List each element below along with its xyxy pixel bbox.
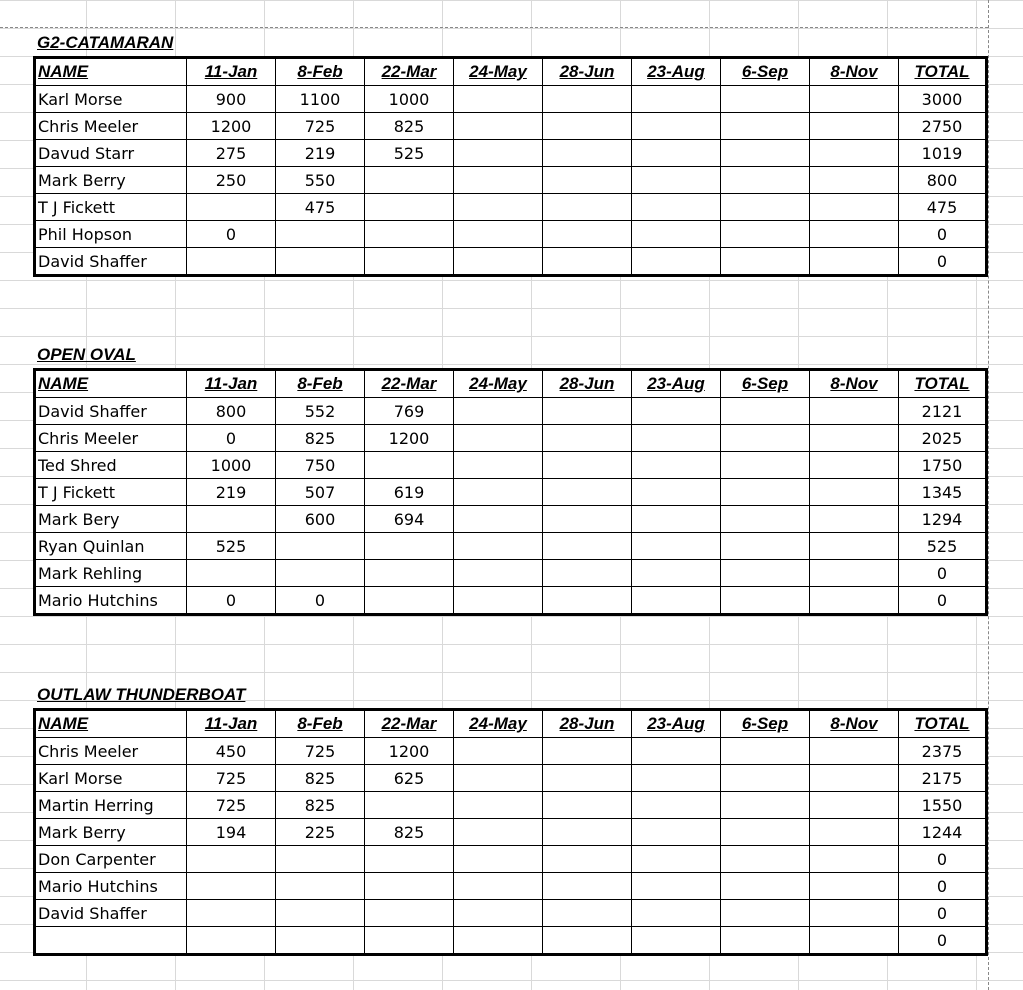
driver-name-cell[interactable]: Don Carpenter xyxy=(35,846,187,873)
score-cell[interactable] xyxy=(632,221,721,248)
score-cell[interactable] xyxy=(454,113,543,140)
score-cell[interactable]: 0 xyxy=(187,221,276,248)
driver-name-cell[interactable]: Chris Meeler xyxy=(35,113,187,140)
column-header-cell[interactable]: 23-Aug xyxy=(632,58,721,86)
score-cell[interactable] xyxy=(543,738,632,765)
column-header-cell[interactable]: 8-Nov xyxy=(810,370,899,398)
score-cell[interactable]: 1000 xyxy=(187,452,276,479)
column-header-cell[interactable]: 24-May xyxy=(454,58,543,86)
total-cell[interactable]: 3000 xyxy=(899,86,987,113)
score-cell[interactable] xyxy=(721,533,810,560)
score-cell[interactable] xyxy=(632,873,721,900)
total-cell[interactable]: 0 xyxy=(899,873,987,900)
column-header-cell[interactable]: 11-Jan xyxy=(187,58,276,86)
score-cell[interactable] xyxy=(721,113,810,140)
score-cell[interactable]: 619 xyxy=(365,479,454,506)
driver-name-cell[interactable]: Ryan Quinlan xyxy=(35,533,187,560)
score-cell[interactable] xyxy=(721,425,810,452)
section-title[interactable]: OUTLAW THUNDERBOAT xyxy=(37,685,246,704)
table-row xyxy=(35,506,987,533)
score-cell[interactable] xyxy=(810,140,899,167)
score-cell[interactable]: 1100 xyxy=(276,86,365,113)
standings-table xyxy=(33,368,988,616)
score-cell[interactable] xyxy=(543,221,632,248)
score-cell[interactable] xyxy=(632,425,721,452)
driver-name-cell[interactable]: Karl Morse xyxy=(35,86,187,113)
score-cell[interactable] xyxy=(810,738,899,765)
score-cell[interactable] xyxy=(632,398,721,425)
score-cell[interactable] xyxy=(187,506,276,533)
score-cell[interactable]: 725 xyxy=(276,113,365,140)
score-cell[interactable] xyxy=(721,221,810,248)
total-cell[interactable]: 1294 xyxy=(899,506,987,533)
score-cell[interactable] xyxy=(276,560,365,587)
table-row xyxy=(35,479,987,506)
score-cell[interactable] xyxy=(187,846,276,873)
score-cell[interactable]: 800 xyxy=(187,398,276,425)
score-cell[interactable]: 825 xyxy=(276,792,365,819)
score-cell[interactable] xyxy=(632,533,721,560)
total-cell[interactable]: 1345 xyxy=(899,479,987,506)
score-cell[interactable] xyxy=(810,113,899,140)
table-row xyxy=(35,533,987,560)
table-row xyxy=(35,792,987,819)
standings-table xyxy=(33,56,988,277)
score-cell[interactable] xyxy=(365,846,454,873)
score-cell[interactable] xyxy=(543,587,632,615)
column-header-cell[interactable]: TOTAL xyxy=(899,710,987,738)
score-cell[interactable] xyxy=(810,560,899,587)
driver-name-cell[interactable]: Mark Berry xyxy=(35,819,187,846)
score-cell[interactable] xyxy=(721,398,810,425)
score-cell[interactable] xyxy=(454,873,543,900)
score-cell[interactable] xyxy=(810,506,899,533)
driver-name-cell[interactable]: David Shaffer xyxy=(35,248,187,276)
table-row xyxy=(35,900,987,927)
score-cell[interactable]: 0 xyxy=(187,425,276,452)
score-cell[interactable] xyxy=(810,533,899,560)
table-row xyxy=(35,248,987,276)
score-cell[interactable] xyxy=(454,248,543,276)
score-cell[interactable] xyxy=(543,873,632,900)
score-cell[interactable] xyxy=(454,167,543,194)
driver-name-cell[interactable]: Phil Hopson xyxy=(35,221,187,248)
score-cell[interactable] xyxy=(810,846,899,873)
score-cell[interactable] xyxy=(810,398,899,425)
column-header-cell[interactable]: 11-Jan xyxy=(187,370,276,398)
score-cell[interactable] xyxy=(543,792,632,819)
score-cell[interactable] xyxy=(454,479,543,506)
score-cell[interactable]: 825 xyxy=(365,819,454,846)
driver-name-cell[interactable]: T J Fickett xyxy=(35,479,187,506)
table-row xyxy=(35,140,987,167)
score-cell[interactable] xyxy=(454,194,543,221)
score-cell[interactable] xyxy=(543,398,632,425)
score-cell[interactable] xyxy=(810,792,899,819)
score-cell[interactable] xyxy=(721,927,810,955)
score-cell[interactable]: 0 xyxy=(187,587,276,615)
score-cell[interactable] xyxy=(454,221,543,248)
score-cell[interactable] xyxy=(543,765,632,792)
driver-name-cell[interactable] xyxy=(35,927,187,955)
score-cell[interactable] xyxy=(187,248,276,276)
score-cell[interactable] xyxy=(454,452,543,479)
score-cell[interactable] xyxy=(454,86,543,113)
score-cell[interactable]: 275 xyxy=(187,140,276,167)
table-row xyxy=(35,873,987,900)
score-cell[interactable] xyxy=(187,873,276,900)
total-cell[interactable]: 0 xyxy=(899,560,987,587)
score-cell[interactable]: 725 xyxy=(187,792,276,819)
score-cell[interactable]: 825 xyxy=(365,113,454,140)
total-cell[interactable]: 2750 xyxy=(899,113,987,140)
driver-name-cell[interactable]: Mark Bery xyxy=(35,506,187,533)
score-cell[interactable] xyxy=(187,900,276,927)
total-cell[interactable]: 2121 xyxy=(899,398,987,425)
score-cell[interactable] xyxy=(721,479,810,506)
score-cell[interactable] xyxy=(632,900,721,927)
driver-name-cell[interactable]: Ted Shred xyxy=(35,452,187,479)
column-header-cell[interactable]: 23-Aug xyxy=(632,710,721,738)
table-row xyxy=(35,398,987,425)
section-title[interactable]: G2-CATAMARAN xyxy=(37,33,174,52)
score-cell[interactable]: 825 xyxy=(276,765,365,792)
score-cell[interactable] xyxy=(187,927,276,955)
score-cell[interactable] xyxy=(810,587,899,615)
score-cell[interactable]: 725 xyxy=(276,738,365,765)
score-cell[interactable] xyxy=(365,873,454,900)
column-header-cell[interactable]: 8-Nov xyxy=(810,710,899,738)
score-cell[interactable] xyxy=(632,765,721,792)
score-cell[interactable] xyxy=(276,873,365,900)
score-cell[interactable] xyxy=(276,900,365,927)
score-cell[interactable] xyxy=(632,167,721,194)
column-header-cell[interactable]: 8-Feb xyxy=(276,58,365,86)
score-cell[interactable] xyxy=(632,738,721,765)
driver-name-cell[interactable]: Chris Meeler xyxy=(35,425,187,452)
total-cell[interactable]: 0 xyxy=(899,248,987,276)
column-header-cell[interactable]: 28-Jun xyxy=(543,58,632,86)
score-cell[interactable] xyxy=(721,846,810,873)
score-cell[interactable] xyxy=(365,927,454,955)
column-header-cell[interactable]: 22-Mar xyxy=(365,710,454,738)
score-cell[interactable]: 219 xyxy=(276,140,365,167)
column-header-cell[interactable]: 8-Feb xyxy=(276,710,365,738)
score-cell[interactable]: 225 xyxy=(276,819,365,846)
score-cell[interactable] xyxy=(721,819,810,846)
driver-name-cell[interactable]: David Shaffer xyxy=(35,398,187,425)
driver-name-cell[interactable]: Chris Meeler xyxy=(35,738,187,765)
total-cell[interactable]: 2025 xyxy=(899,425,987,452)
score-cell[interactable] xyxy=(721,738,810,765)
column-header-cell[interactable]: 6-Sep xyxy=(721,370,810,398)
total-cell[interactable]: 1750 xyxy=(899,452,987,479)
table-row xyxy=(35,86,987,113)
score-cell[interactable] xyxy=(543,927,632,955)
table-row xyxy=(35,425,987,452)
score-cell[interactable] xyxy=(810,927,899,955)
header-row xyxy=(35,58,987,86)
score-cell[interactable] xyxy=(543,560,632,587)
table-row xyxy=(35,587,987,615)
score-cell[interactable] xyxy=(365,560,454,587)
score-cell[interactable] xyxy=(632,846,721,873)
table-row xyxy=(35,819,987,846)
score-cell[interactable] xyxy=(632,819,721,846)
score-cell[interactable] xyxy=(810,248,899,276)
score-cell[interactable] xyxy=(365,792,454,819)
score-cell[interactable] xyxy=(632,506,721,533)
score-cell[interactable] xyxy=(632,86,721,113)
score-cell[interactable] xyxy=(632,194,721,221)
score-cell[interactable] xyxy=(454,819,543,846)
score-cell[interactable] xyxy=(810,86,899,113)
score-cell[interactable]: 769 xyxy=(365,398,454,425)
score-cell[interactable] xyxy=(454,560,543,587)
score-cell[interactable] xyxy=(543,248,632,276)
score-cell[interactable] xyxy=(810,452,899,479)
column-header-cell[interactable]: 24-May xyxy=(454,710,543,738)
table-row xyxy=(35,927,987,955)
table-row xyxy=(35,560,987,587)
score-cell[interactable] xyxy=(543,167,632,194)
score-cell[interactable] xyxy=(632,479,721,506)
table-row xyxy=(35,221,987,248)
score-cell[interactable] xyxy=(454,765,543,792)
score-cell[interactable] xyxy=(454,140,543,167)
score-cell[interactable]: 1200 xyxy=(365,738,454,765)
score-cell[interactable] xyxy=(721,248,810,276)
total-cell[interactable]: 0 xyxy=(899,587,987,615)
score-cell[interactable] xyxy=(454,506,543,533)
column-header-cell[interactable]: 8-Nov xyxy=(810,58,899,86)
score-cell[interactable]: 0 xyxy=(276,587,365,615)
score-cell[interactable]: 550 xyxy=(276,167,365,194)
score-cell[interactable] xyxy=(721,873,810,900)
score-cell[interactable] xyxy=(721,792,810,819)
table-row xyxy=(35,738,987,765)
score-cell[interactable] xyxy=(454,927,543,955)
total-cell[interactable]: 2375 xyxy=(899,738,987,765)
total-cell[interactable]: 0 xyxy=(899,927,987,955)
column-header-cell[interactable]: NAME xyxy=(35,710,187,738)
score-cell[interactable]: 900 xyxy=(187,86,276,113)
total-cell[interactable]: 2175 xyxy=(899,765,987,792)
score-cell[interactable] xyxy=(721,86,810,113)
column-header-cell[interactable]: 11-Jan xyxy=(187,710,276,738)
table-row xyxy=(35,846,987,873)
driver-name-cell[interactable]: David Shaffer xyxy=(35,900,187,927)
score-cell[interactable] xyxy=(276,221,365,248)
score-cell[interactable] xyxy=(454,587,543,615)
score-cell[interactable] xyxy=(632,927,721,955)
score-cell[interactable] xyxy=(543,113,632,140)
score-cell[interactable] xyxy=(810,900,899,927)
score-cell[interactable]: 825 xyxy=(276,425,365,452)
score-cell[interactable] xyxy=(543,140,632,167)
column-header-cell[interactable]: TOTAL xyxy=(899,370,987,398)
column-header-cell[interactable]: 8-Feb xyxy=(276,370,365,398)
score-cell[interactable] xyxy=(632,560,721,587)
score-cell[interactable] xyxy=(632,113,721,140)
total-cell[interactable]: 0 xyxy=(899,900,987,927)
score-cell[interactable] xyxy=(365,533,454,560)
score-cell[interactable] xyxy=(543,506,632,533)
total-cell[interactable]: 800 xyxy=(899,167,987,194)
score-cell[interactable] xyxy=(543,479,632,506)
total-cell[interactable]: 525 xyxy=(899,533,987,560)
score-cell[interactable] xyxy=(276,927,365,955)
score-cell[interactable] xyxy=(543,452,632,479)
score-cell[interactable] xyxy=(187,560,276,587)
score-cell[interactable]: 625 xyxy=(365,765,454,792)
score-cell[interactable] xyxy=(365,900,454,927)
score-cell[interactable] xyxy=(721,506,810,533)
driver-name-cell[interactable]: Mark Berry xyxy=(35,167,187,194)
score-cell[interactable]: 750 xyxy=(276,452,365,479)
total-cell[interactable]: 475 xyxy=(899,194,987,221)
score-cell[interactable] xyxy=(365,194,454,221)
score-cell[interactable] xyxy=(543,900,632,927)
column-header-cell[interactable]: NAME xyxy=(35,58,187,86)
score-cell[interactable] xyxy=(276,846,365,873)
column-header-cell[interactable]: 22-Mar xyxy=(365,58,454,86)
score-cell[interactable]: 1200 xyxy=(187,113,276,140)
score-cell[interactable] xyxy=(632,248,721,276)
score-cell[interactable] xyxy=(810,425,899,452)
score-cell[interactable]: 600 xyxy=(276,506,365,533)
score-cell[interactable] xyxy=(632,792,721,819)
score-cell[interactable]: 507 xyxy=(276,479,365,506)
score-cell[interactable] xyxy=(454,425,543,452)
score-cell[interactable] xyxy=(721,587,810,615)
score-cell[interactable] xyxy=(721,452,810,479)
score-cell[interactable] xyxy=(810,167,899,194)
column-header-cell[interactable]: 6-Sep xyxy=(721,58,810,86)
score-cell[interactable]: 552 xyxy=(276,398,365,425)
score-cell[interactable] xyxy=(721,194,810,221)
score-cell[interactable]: 475 xyxy=(276,194,365,221)
page-break-line-vertical xyxy=(988,0,989,990)
score-cell[interactable]: 725 xyxy=(187,765,276,792)
score-cell[interactable]: 194 xyxy=(187,819,276,846)
column-header-cell[interactable]: 28-Jun xyxy=(543,370,632,398)
score-cell[interactable] xyxy=(454,900,543,927)
score-cell[interactable] xyxy=(721,167,810,194)
driver-name-cell[interactable]: T J Fickett xyxy=(35,194,187,221)
score-cell[interactable] xyxy=(543,846,632,873)
score-cell[interactable]: 450 xyxy=(187,738,276,765)
standings-table xyxy=(33,708,988,956)
total-cell[interactable]: 1244 xyxy=(899,819,987,846)
column-header-cell[interactable]: 28-Jun xyxy=(543,710,632,738)
total-cell[interactable]: 0 xyxy=(899,221,987,248)
total-cell[interactable]: 0 xyxy=(899,846,987,873)
score-cell[interactable] xyxy=(810,765,899,792)
score-cell[interactable] xyxy=(810,873,899,900)
score-cell[interactable] xyxy=(632,452,721,479)
driver-name-cell[interactable]: Davud Starr xyxy=(35,140,187,167)
score-cell[interactable] xyxy=(632,587,721,615)
score-cell[interactable] xyxy=(454,792,543,819)
score-cell[interactable] xyxy=(543,425,632,452)
score-cell[interactable] xyxy=(365,221,454,248)
score-cell[interactable] xyxy=(454,398,543,425)
table-row xyxy=(35,452,987,479)
score-cell[interactable] xyxy=(454,738,543,765)
table-row xyxy=(35,167,987,194)
score-cell[interactable] xyxy=(543,194,632,221)
score-cell[interactable] xyxy=(543,533,632,560)
score-cell[interactable] xyxy=(276,533,365,560)
score-cell[interactable] xyxy=(810,221,899,248)
score-cell[interactable]: 1200 xyxy=(365,425,454,452)
score-cell[interactable]: 219 xyxy=(187,479,276,506)
driver-name-cell[interactable]: Mario Hutchins xyxy=(35,873,187,900)
column-header-cell[interactable]: NAME xyxy=(35,370,187,398)
score-cell[interactable] xyxy=(810,819,899,846)
score-cell[interactable]: 250 xyxy=(187,167,276,194)
score-cell[interactable]: 694 xyxy=(365,506,454,533)
column-header-cell[interactable]: 23-Aug xyxy=(632,370,721,398)
score-cell[interactable] xyxy=(365,452,454,479)
score-cell[interactable] xyxy=(543,86,632,113)
section-title[interactable]: OPEN OVAL xyxy=(37,345,136,364)
score-cell[interactable] xyxy=(721,765,810,792)
column-header-cell[interactable]: 24-May xyxy=(454,370,543,398)
total-cell[interactable]: 1550 xyxy=(899,792,987,819)
column-header-cell[interactable]: TOTAL xyxy=(899,58,987,86)
score-cell[interactable] xyxy=(632,140,721,167)
score-cell[interactable] xyxy=(454,533,543,560)
header-row xyxy=(35,370,987,398)
score-cell[interactable] xyxy=(810,194,899,221)
score-cell[interactable] xyxy=(187,194,276,221)
score-cell[interactable]: 1000 xyxy=(365,86,454,113)
score-cell[interactable] xyxy=(543,819,632,846)
driver-name-cell[interactable]: Mark Rehling xyxy=(35,560,187,587)
score-cell[interactable] xyxy=(365,167,454,194)
total-cell[interactable]: 1019 xyxy=(899,140,987,167)
score-cell[interactable] xyxy=(810,479,899,506)
column-header-cell[interactable]: 6-Sep xyxy=(721,710,810,738)
score-cell[interactable] xyxy=(365,248,454,276)
table-row xyxy=(35,765,987,792)
table-row xyxy=(35,113,987,140)
table-row xyxy=(35,194,987,221)
score-cell[interactable] xyxy=(276,248,365,276)
score-cell[interactable] xyxy=(721,900,810,927)
driver-name-cell[interactable]: Mario Hutchins xyxy=(35,587,187,615)
driver-name-cell[interactable]: Karl Morse xyxy=(35,765,187,792)
score-cell[interactable] xyxy=(721,560,810,587)
score-cell[interactable] xyxy=(721,140,810,167)
score-cell[interactable]: 525 xyxy=(365,140,454,167)
driver-name-cell[interactable]: Martin Herring xyxy=(35,792,187,819)
column-header-cell[interactable]: 22-Mar xyxy=(365,370,454,398)
score-cell[interactable] xyxy=(365,587,454,615)
score-cell[interactable]: 525 xyxy=(187,533,276,560)
score-cell[interactable] xyxy=(454,846,543,873)
header-row xyxy=(35,710,987,738)
